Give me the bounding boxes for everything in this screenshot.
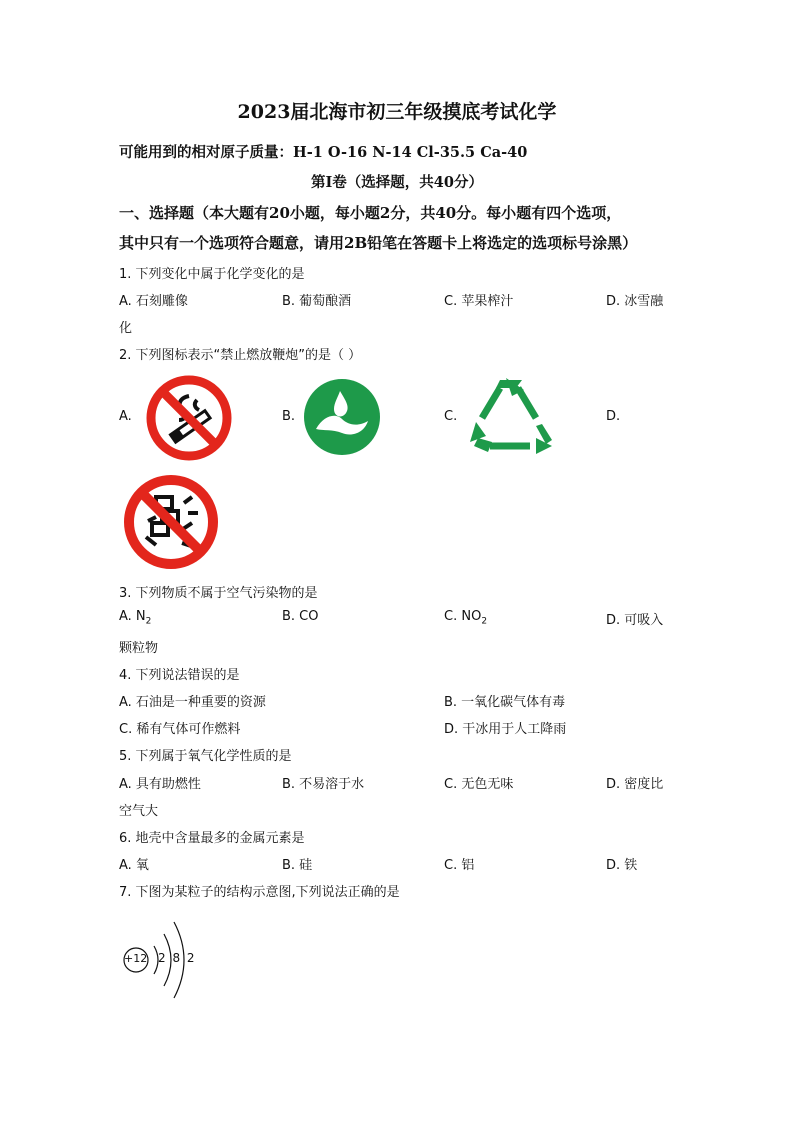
question-6-option-c: C. 铝 bbox=[444, 858, 475, 873]
recycling-icon bbox=[466, 376, 556, 456]
question-1-option-d: D. 冰雪融 bbox=[606, 294, 664, 309]
electron-counts: 2 8 2 bbox=[158, 951, 195, 965]
question-3-option-a-text: A. N bbox=[119, 609, 146, 624]
question-3-option-a bbox=[119, 609, 151, 627]
question-1-option-b: B. 葡萄酿酒 bbox=[282, 294, 352, 309]
question-5-option-a: A. 具有助燃性 bbox=[119, 777, 201, 792]
question-6-stem: 6. 地壳中含量最多的金属元素是 bbox=[119, 831, 305, 846]
question-2-option-d: D. bbox=[606, 409, 621, 424]
question-4-option-a: A. 石油是一种重要的资源 bbox=[119, 695, 266, 710]
question-3-option-d-wrap: 颗粒物 bbox=[119, 641, 159, 656]
question-5-option-d: D. 密度比 bbox=[606, 777, 664, 792]
atomic-mass-line: 可能用到的相对原子质量：H-1 O-16 N-14 Cl-35.5 Ca-40 bbox=[119, 144, 528, 161]
question-2-stem: 2. 下列图标表示“禁止燃放鞭炮”的是（ ） bbox=[119, 348, 362, 363]
question-3-option-d: D. 可吸入 bbox=[606, 613, 664, 628]
question-1-option-a: A. 石刻雕像 bbox=[119, 294, 188, 309]
no-smoking-icon bbox=[145, 374, 233, 462]
nucleus-charge: +12 bbox=[124, 952, 148, 965]
section-instructions-line2: 其中只有一个选项符合题意，请用2B铅笔在答题卡上将选定的选项标号涂黑） bbox=[119, 234, 638, 252]
question-5-option-d-wrap: 空气大 bbox=[119, 804, 159, 819]
question-2-option-b: B. bbox=[282, 409, 296, 424]
question-6-option-d: D. 铁 bbox=[606, 858, 638, 873]
question-4-option-c: C. 稀有气体可作燃料 bbox=[119, 722, 241, 737]
question-4-option-d: D. 干冰用于人工降雨 bbox=[444, 722, 567, 737]
question-6-option-b: B. 硅 bbox=[282, 858, 313, 873]
question-6-option-a: A. 氧 bbox=[119, 858, 149, 873]
question-1-option-c: C. 苹果榨汁 bbox=[444, 294, 514, 309]
exam-title: 2023届北海市初三年级摸底考试化学 bbox=[237, 101, 557, 123]
water-saving-icon bbox=[302, 377, 382, 457]
question-5-stem: 5. 下列属于氧气化学性质的是 bbox=[119, 749, 292, 764]
question-3-option-c-subscript: 2 bbox=[481, 616, 488, 627]
question-7-stem: 7. 下图为某粒子的结构示意图,下列说法正确的是 bbox=[119, 885, 400, 900]
question-1-option-d-wrap: 化 bbox=[119, 321, 133, 336]
no-firecrackers-icon bbox=[122, 473, 220, 571]
question-4-stem: 4. 下列说法错误的是 bbox=[119, 668, 240, 683]
part-title: 第I卷（选择题，共40分） bbox=[311, 174, 483, 191]
question-3-option-c bbox=[444, 609, 487, 627]
question-3-stem: 3. 下列物质不属于空气污染物的是 bbox=[119, 586, 318, 601]
question-3-option-a-subscript: 2 bbox=[145, 616, 152, 627]
question-3-option-b: B. CO bbox=[282, 609, 319, 624]
section-instructions-line1: 一、选择题（本大题有20小题，每小题2分，共40分。每小题有四个选项， bbox=[119, 204, 622, 222]
question-5-option-b: B. 不易溶于水 bbox=[282, 777, 365, 792]
question-2-option-c: C. bbox=[444, 409, 458, 424]
question-1-stem: 1. 下列变化中属于化学变化的是 bbox=[119, 267, 305, 282]
question-5-option-c: C. 无色无味 bbox=[444, 777, 514, 792]
question-2-option-a: A. bbox=[119, 409, 132, 424]
question-4-option-b: B. 一氧化碳气体有毒 bbox=[444, 695, 566, 710]
atom-structure-diagram bbox=[118, 912, 208, 1007]
question-3-option-c-text: C. NO bbox=[444, 609, 482, 624]
